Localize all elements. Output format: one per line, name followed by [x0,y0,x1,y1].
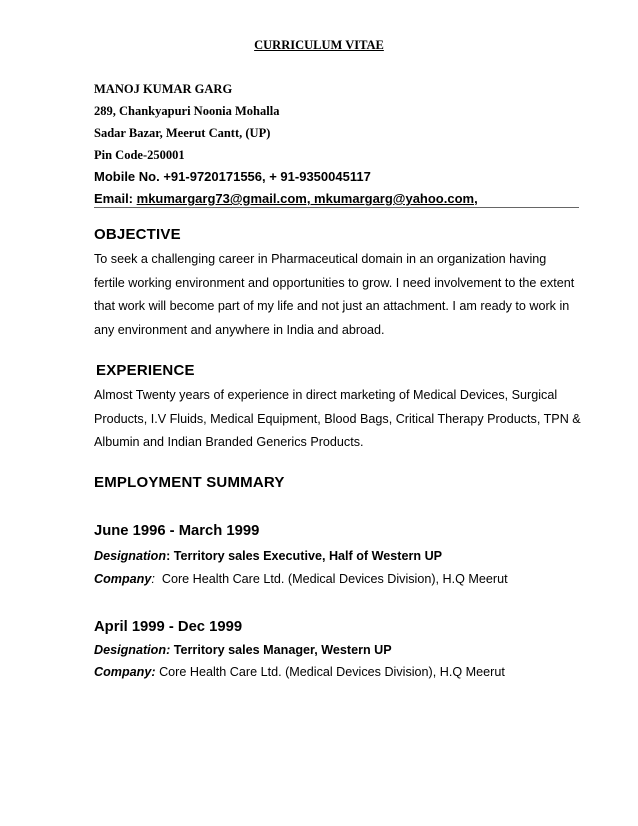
address-line-2: Sadar Bazar, Meerut Cantt, (UP) [94,126,271,140]
candidate-name: MANOJ KUMAR GARG [94,82,233,96]
company-label: Company: [94,665,156,679]
designation-value: Territory sales Executive, Half of Western UP [170,549,443,563]
objective-line: that work will become part of my life and not just an attachment. I am ready to work in [94,299,570,313]
mobile-numbers: Mobile No. +91-9720171556, + 91-9350045117 [94,169,371,184]
experience-line: Albumin and Indian Branded Generics Products. [94,435,364,449]
experience-line: Products, I.V Fluids, Medical Equipment, Blood Bags, Critical Therapy Products, TPN & [94,411,581,426]
job-company [94,572,508,586]
company-value: Core Health Care Ltd. (Medical Devices Division), H.Q Meerut [155,665,505,679]
designation-label: Designation [94,549,167,563]
objective-heading: OBJECTIVE [94,226,181,243]
address-line-1: 289, Chankyapuri Noonia Mohalla [94,104,280,118]
job-period: June 1996 - March 1999 [94,523,260,539]
objective-line: To seek a challenging career in Pharmaceutical domain in an organization having [94,252,547,266]
objective-line: any environment and anywhere in India and abroad. [94,322,385,337]
job-company [94,665,505,679]
job-designation [94,643,392,657]
employment-summary-heading: EMPLOYMENT SUMMARY [94,474,285,491]
experience-heading: EXPERIENCE [96,362,195,379]
email-label: Email: [94,191,134,206]
pin-code: Pin Code-250001 [94,148,185,162]
email-line [94,191,579,208]
experience-paragraph [94,384,594,455]
designation-value: Territory sales Manager, Western UP [170,643,392,657]
company-value: Core Health Care Ltd. (Medical Devices Division), H.Q Meerut [154,572,508,586]
company-separator: : [151,572,155,586]
company-label: Company [94,572,152,586]
experience-line: Almost Twenty years of experience in direct marketing of Medical Devices, Surgical [94,388,558,402]
job-designation [94,549,442,563]
designation-separator: : [166,549,171,563]
designation-label: Designation: [94,643,171,657]
objective-line: fertile working environment and opportunities to grow. I need involvement to the extent [94,275,575,290]
job-period: April 1999 - Dec 1999 [94,619,243,635]
objective-paragraph [94,248,594,342]
email-links[interactable]: mkumargarg73@gmail.com, mkumargarg@yahoo.com, [136,191,478,206]
document-title: CURRICULUM VITAE [254,38,384,52]
